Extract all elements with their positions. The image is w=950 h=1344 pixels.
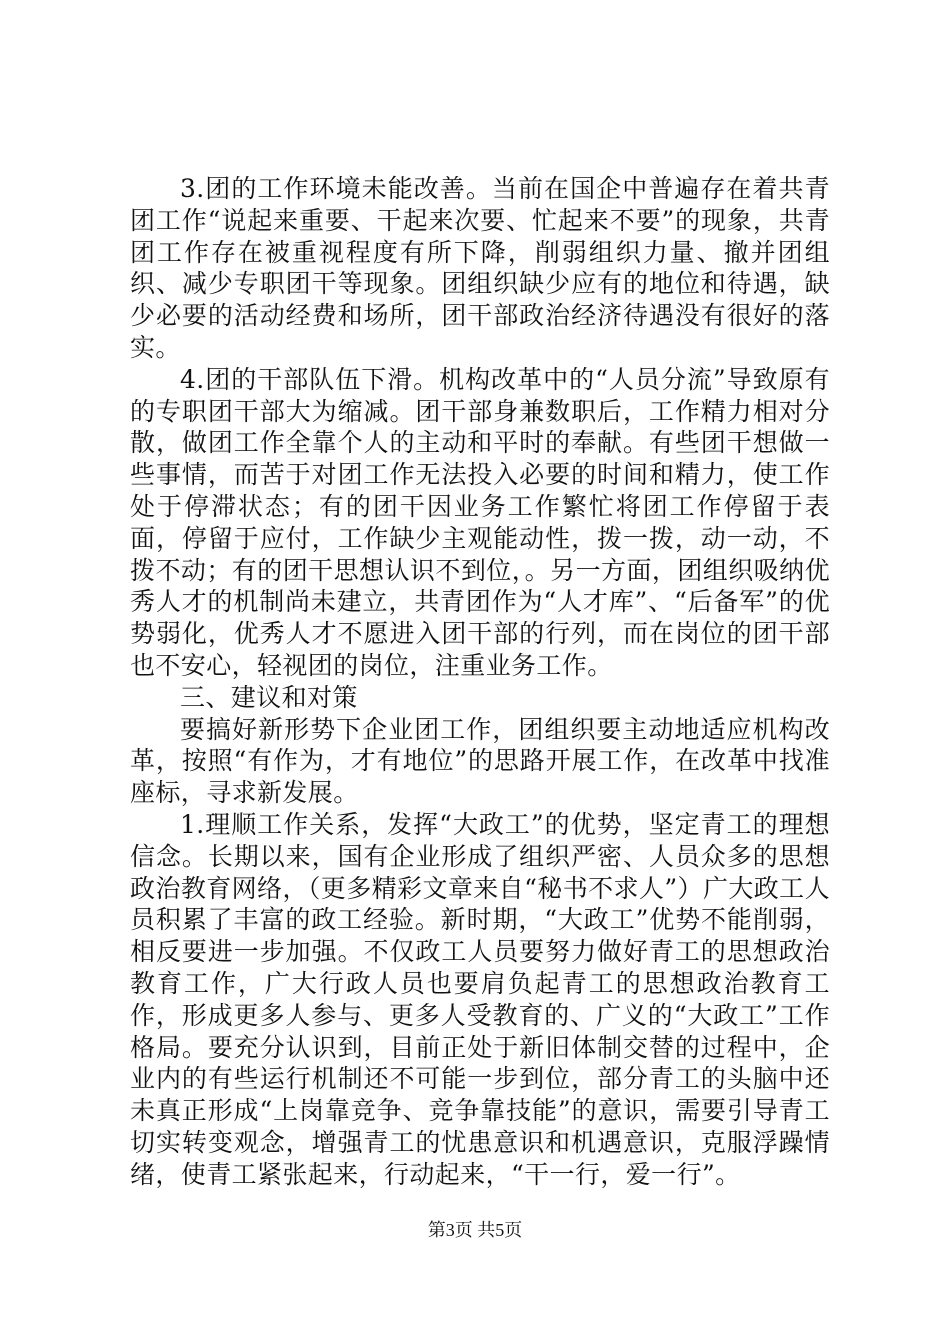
paragraph-cadre-decline: 4.团的干部队伍下滑。机构改革中的“人员分流”导致原有的专职团干部大为缩减。团干部身兼数职后，工作精力相对分散，做团工作全靠个人的主动和平时的奉献。有些团干想做一些事情，而苦于对团工作无法投入必要的时间和精力，使工作处于停滞状态；有的团干因业务工作繁忙将团工作停留于表面，停留于应付，工作缺少主观能动性，拨一拨，动一动，不拨不动；有的团干思想认识不到位，。另一方面，团组织吸纳优秀人才的机制尚未建立，共青团作为“人才库”、“后备军”的优势弱化，优秀人才不愿进入团干部的行列，而在岗位的团干部也不安心，轻视团的岗位，注重业务工作。	[130, 364, 830, 680]
document-body	[130, 173, 830, 1191]
paragraph-suggestions-intro: 要搞好新形势下企业团工作，团组织要主动地适应机构改革，按照“有作为，才有地位”的思路开展工作，在改革中找准座标，寻求新发展。	[130, 714, 830, 808]
section-heading-suggestions: 三、建议和对策	[180, 682, 358, 712]
paragraph-work-relations: 1.理顺工作关系，发挥“大政工”的优势，坚定青工的理想信念。长期以来，国有企业形成了组织严密、人员众多的思想政治教育网络，（更多精彩文章来自“秘书不求人”）广大政工人员积累了丰富的政工经验。新时期，“大政工”优势不能削弱，相反要进一步加强。不仅政工人员要努力做好青工的思想政治教育工作，广大行政人员也要肩负起青工的思想政治教育工作，形成更多人参与、更多人受教育的、广义的“大政工”工作格局。要充分认识到，目前正处于新旧体制交替的过程中，企业内的有些运行机制还不可能一步到位，部分青工的头脑中还未真正形成“上岗靠竞争、竞争靠技能”的意识，需要引导青工切实转变观念，增强青工的忧患意识和机遇意识，克服浮躁情绪，使青工紧张起来，行动起来，“干一行，爱一行”。	[130, 809, 830, 1189]
page-footer: 第3页 共5页	[427, 1220, 523, 1240]
paragraph-team-environment: 3.团的工作环境未能改善。当前在国企中普遍存在着共青团工作“说起来重要、干起来次要、忙起来不要”的现象，共青团工作存在被重视程度有所下降，削弱组织力量、撤并团组织、减少专职团干等现象。团组织缺少应有的地位和待遇，缺少必要的活动经费和场所，团干部政治经济待遇没有很好的落实。	[130, 174, 830, 362]
